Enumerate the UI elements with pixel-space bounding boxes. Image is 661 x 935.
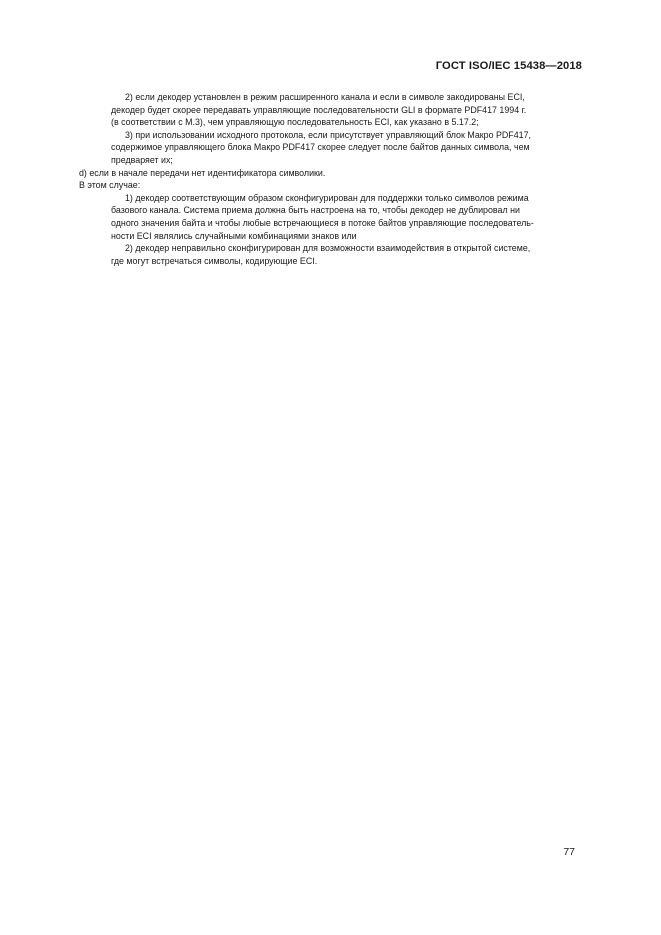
- text-line: 3) при использовании исходного протокола, если присутствует управляющий блок Макро PDF417,: [125, 129, 532, 140]
- text-line: 2) если декодер установлен в режим расширенного канала и если в символе закодированы ECI,: [125, 92, 525, 102]
- list-item-2: [79, 91, 583, 129]
- text-line: d) если в начале передачи нет идентификатора символики.: [79, 167, 326, 178]
- list-item-case-2: [79, 242, 583, 267]
- paragraph-intro: [79, 179, 583, 192]
- text-line: содержимое управляющего блока Макро PDF417 скорее следует после байтов данных символа, чем: [111, 142, 530, 153]
- text-line: предваряет их;: [111, 154, 173, 165]
- list-item-case-1: [79, 192, 583, 242]
- text-line: (в соответствии с М.3), чем управляющую последовательность ECI, как указано в 5.17.2;: [111, 117, 479, 128]
- text-line: одного значения байта и чтобы любые встречающиеся в потоке байтов управляющие последователь-: [111, 217, 534, 228]
- body-text: [79, 91, 583, 267]
- text-line: декодер будет скорее передавать управляющие последовательности GLI в формате PDF417 1994 г.: [111, 104, 527, 115]
- page-number: 77: [563, 846, 575, 858]
- standard-header: ГОСТ ISO/IEC 15438—2018: [435, 60, 582, 72]
- list-item-d: [79, 167, 583, 180]
- text-line: где могут встречаться символы, кодирующие ECI.: [111, 255, 318, 266]
- text-line: 2) декодер неправильно сконфигурирован для возможности взаимодействия в открытой системе,: [125, 243, 531, 254]
- text-line: В этом случае:: [79, 180, 141, 191]
- list-item-3: [79, 129, 583, 167]
- text-line: базового канала. Система приема должна быть настроена на то, чтобы декодер не дублировал ни: [111, 205, 520, 216]
- text-line: ности ECI являлись случайными комбинациями знаков или: [111, 230, 357, 241]
- text-line: 1) декодер соответствующим образом сконфигурирован для поддержки только символов режима: [125, 192, 529, 203]
